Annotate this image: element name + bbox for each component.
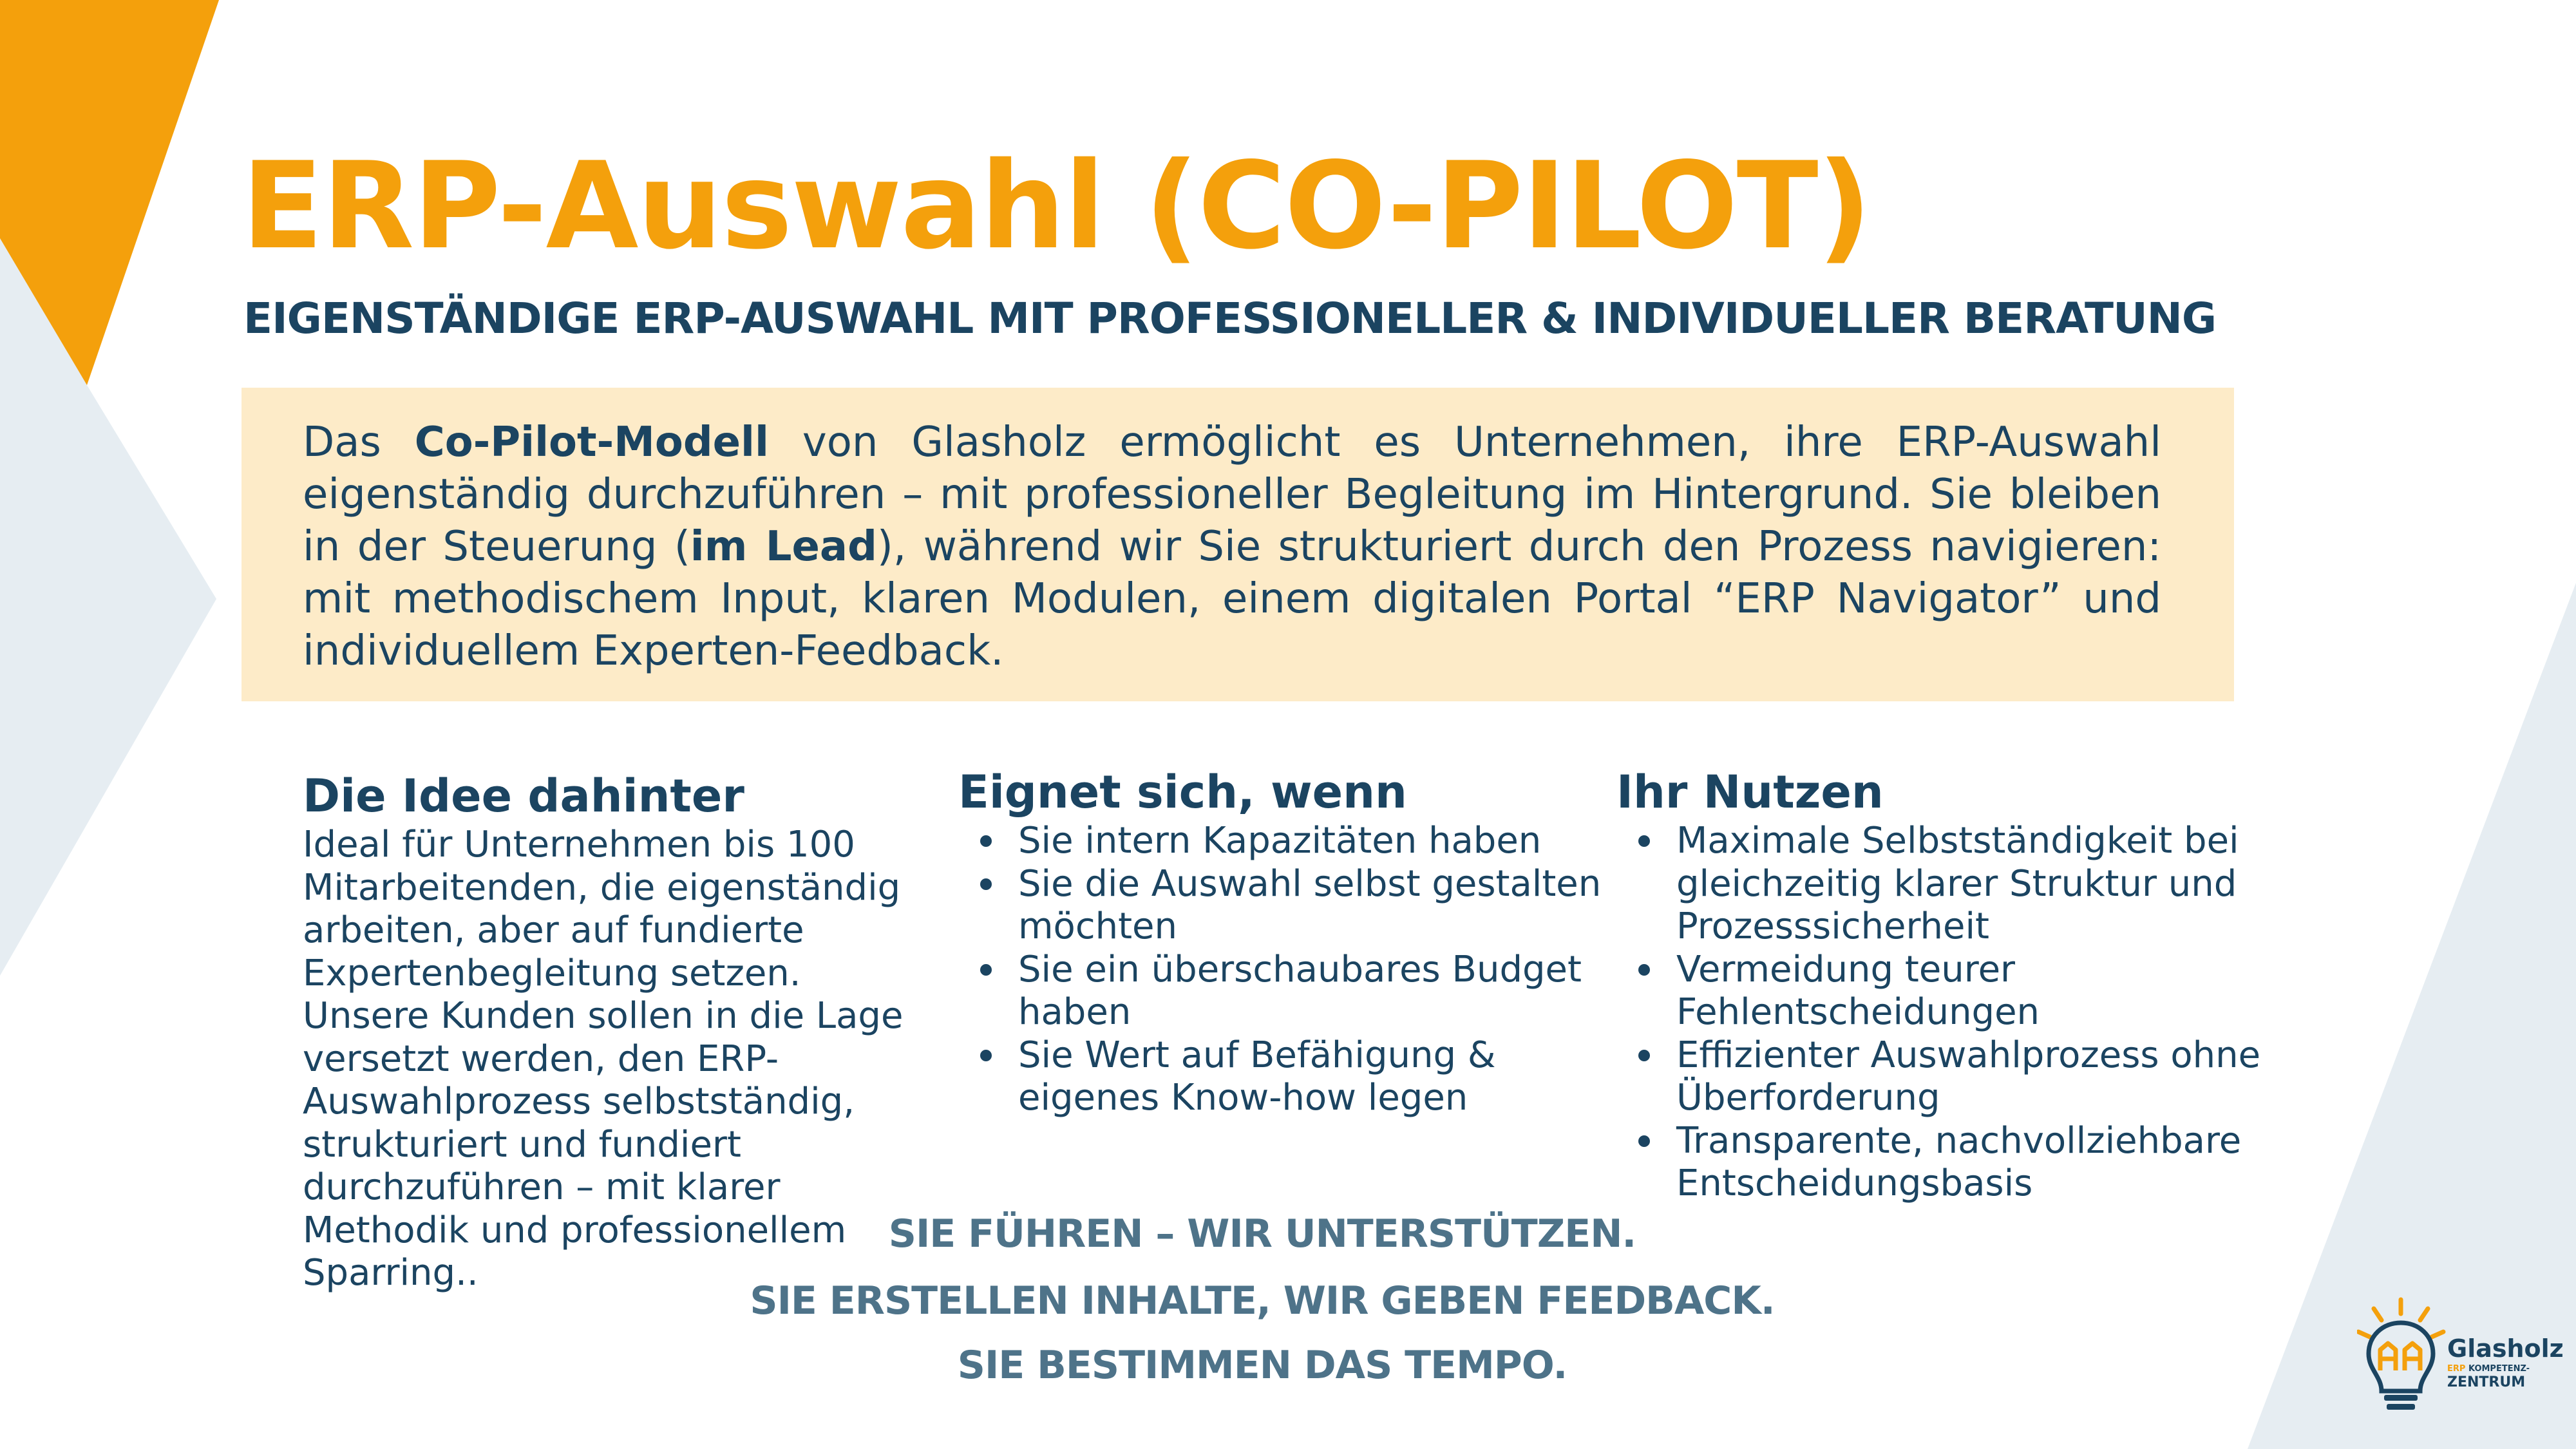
list-item — [958, 863, 1602, 949]
logo-kompetenz: KOMPETENZ- — [2465, 1364, 2530, 1374]
list-item — [1616, 949, 2267, 1034]
list-item — [1616, 1120, 2267, 1206]
column-suitable — [958, 763, 1602, 1120]
glasholz-logo — [2357, 1294, 2564, 1417]
list-item-text: Maximale Selbstständigkeit bei gleichzeitig klarer Struktur und Prozesssicherheit — [1676, 820, 2239, 947]
intro-box — [242, 388, 2234, 701]
list-item-text: Sie Wert auf Befähigung & eigenes Know-how legen — [1018, 1034, 1496, 1119]
logo-zentrum: ZENTRUM — [2447, 1374, 2526, 1390]
list-item — [1616, 1034, 2267, 1120]
list-item — [1616, 820, 2267, 949]
bullet-icon — [980, 964, 992, 976]
bullet-icon — [980, 1050, 992, 1061]
page-title: ERP-Auswahl (CO-PILOT) — [242, 136, 1871, 276]
bullet-icon — [980, 835, 992, 847]
bullet-icon — [980, 878, 992, 890]
intro-bold-co-pilot-modell: Co-Pilot-Modell — [414, 419, 769, 466]
logo-subtitle — [2447, 1364, 2530, 1374]
column-suitable-list — [958, 820, 1602, 1120]
list-item-text: Transparente, nachvollziehbare Entscheidungsbasis — [1676, 1119, 2242, 1204]
bullet-icon — [1638, 964, 1650, 976]
slogan-line-2: SIE ERSTELLEN INHALTE, WIR GEBEN FEEDBACK. — [750, 1278, 1775, 1323]
page-subtitle: EIGENSTÄNDIGE ERP-AUSWAHL MIT PROFESSIONELLER & INDIVIDUELLER BERATUNG — [243, 294, 2217, 343]
column-suitable-heading: Eignet sich, wenn — [958, 766, 1407, 819]
bullet-icon — [1638, 1135, 1650, 1147]
list-item-text: Sie die Auswahl selbst gestalten möchten — [1018, 862, 1602, 947]
list-item-text: Sie ein überschaubares Budget haben — [1018, 948, 1582, 1033]
list-item — [958, 1034, 1602, 1120]
intro-text-part: Das — [303, 419, 415, 466]
logo-name: Glasholz — [2447, 1334, 2564, 1363]
column-idea-text: Ideal für Unternehmen bis 100 Mitarbeitenden, die eigenständig arbeiten, aber auf fundierte Expertenbegleitung setzen. Unsere Kunden sollen in die Lage versetzt werden, den ERP-Auswahlprozess selbstständig, strukturiert und fundiert durchzuführen – mit klarer Methodik und professionellem Sparring.. — [303, 824, 904, 1294]
slogan-line-3: SIE BESTIMMEN DAS TEMPO. — [957, 1343, 1567, 1388]
lightbulb-icon — [2357, 1294, 2447, 1417]
slogan-line-1: SIE FÜHREN – WIR UNTERSTÜTZEN. — [888, 1211, 1636, 1256]
list-item-text: Vermeidung teurer Fehlentscheidungen — [1676, 948, 2040, 1033]
column-idea-heading: Die Idee dahinter — [303, 770, 744, 822]
intro-text — [303, 417, 2161, 677]
bullet-icon — [1638, 1050, 1650, 1061]
list-item-text: Effizienter Auswahlprozess ohne Überforderung — [1676, 1034, 2261, 1119]
intro-bold-im-lead: im Lead — [690, 523, 877, 571]
intro-text-part: ), während wir Sie strukturiert durch den Prozess navigieren: mit methodischem Input, klaren Modulen, einem digitalen Portal “ERP Navigator” und individuellem Experten-Feedback. — [303, 523, 2162, 675]
logo-erp: ERP — [2447, 1364, 2466, 1374]
list-item — [958, 949, 1602, 1034]
intro-text-part: von Glasholz ermöglicht es Unternehmen, ihre ERP-Auswahl eigenständig durchzuführen – mit professioneller Begleitung im Hintergrund. Sie bleiben in der Steuerung ( — [303, 419, 2161, 571]
column-benefit-heading: Ihr Nutzen — [1616, 766, 1884, 819]
column-benefit-list — [1616, 820, 2267, 1206]
bullet-icon — [1638, 835, 1650, 847]
list-item-text: Sie intern Kapazitäten haben — [1018, 820, 1542, 862]
list-item — [958, 820, 1602, 863]
left-light-shape — [0, 238, 216, 976]
column-benefit — [1616, 763, 2267, 1206]
